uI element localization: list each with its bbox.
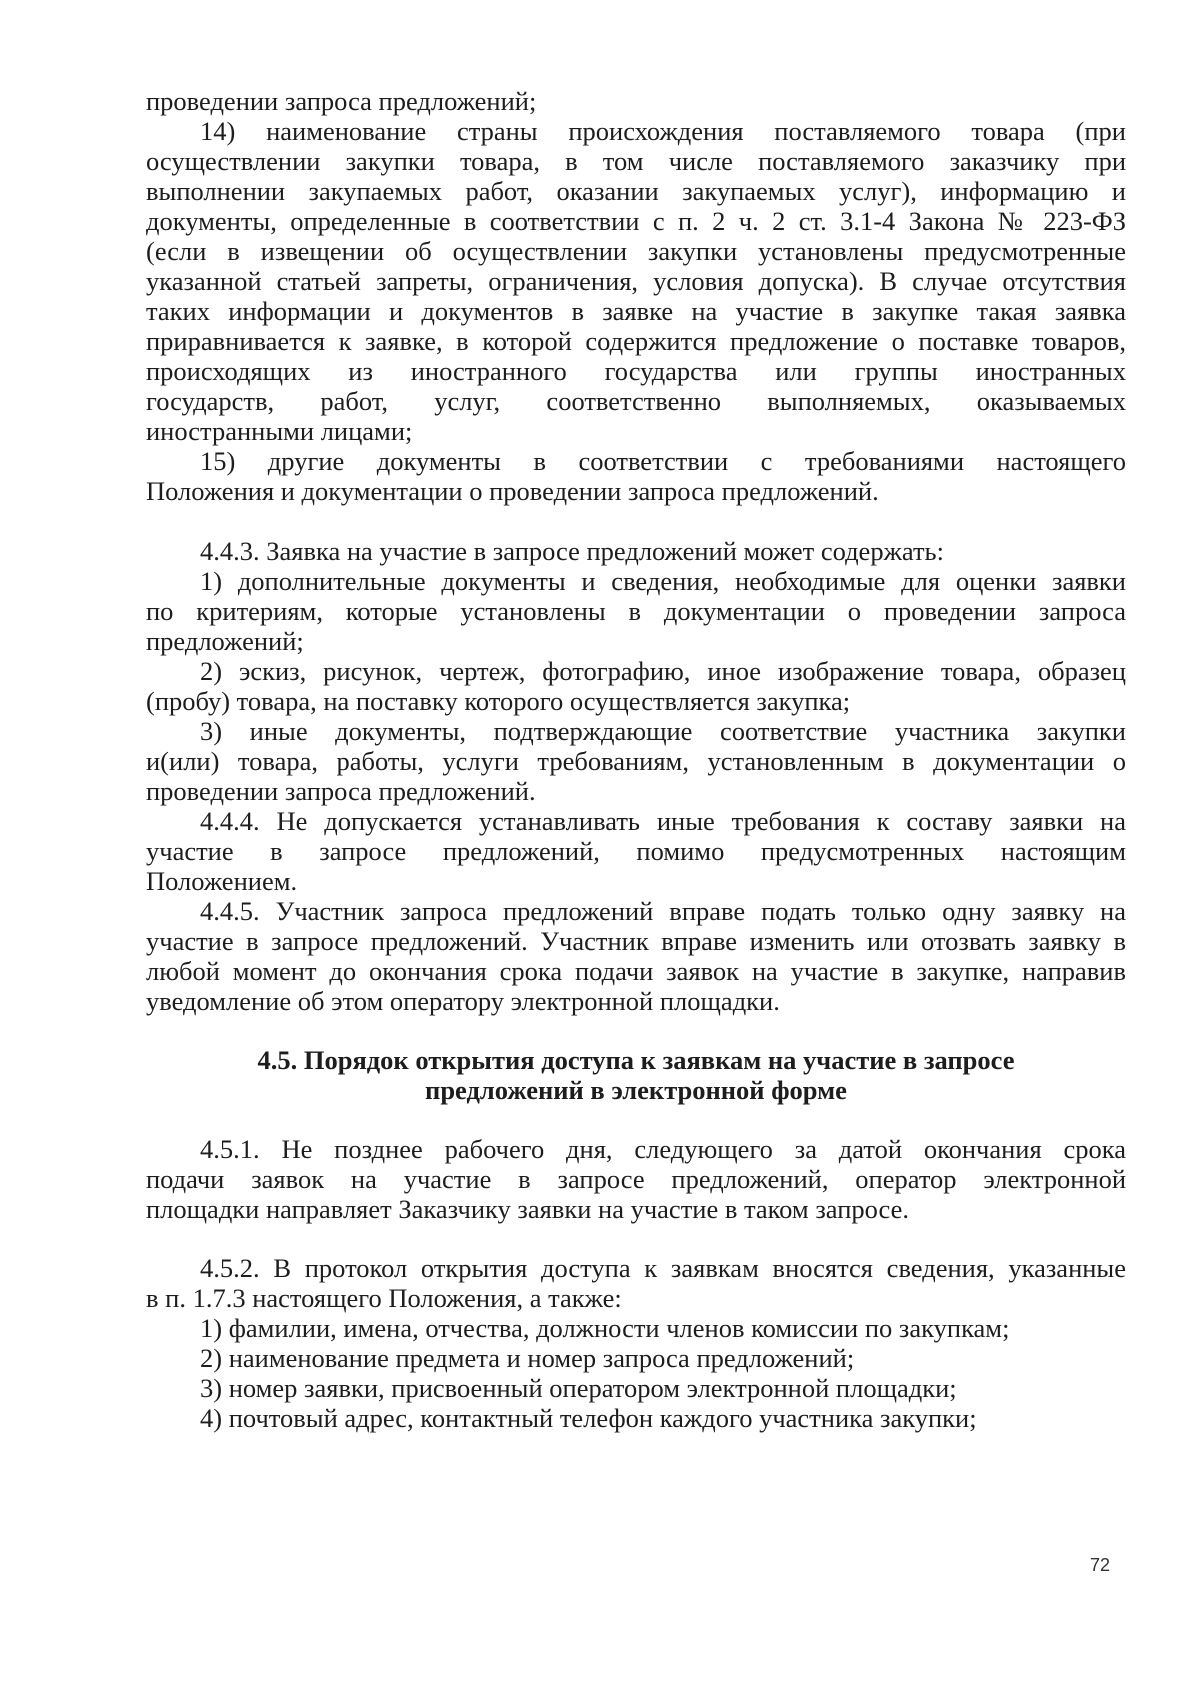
text-line: проведении запроса предложений; (146, 86, 537, 116)
list-item-14: 14) наименование страны происхождения поставляемого товара (при (200, 116, 1126, 146)
text-line: участие в запросе предложений. Участник вправе изменить или отозвать заявку в (146, 926, 1126, 956)
clause-4-5-1: 4.5.1. Не позднее рабочего дня, следующего за датой окончания срока (200, 1134, 1126, 1164)
list-item-4: 4) почтовый адрес, контактный телефон каждого участника закупки; (200, 1403, 977, 1433)
text-line: проведении запроса предложений. (146, 776, 536, 806)
text-line: площадки направляет Заказчику заявки на участие в таком запросе. (146, 1194, 910, 1224)
text-line: уведомление об этом оператору электронной площадки. (146, 986, 780, 1016)
text-line: Положения и документации о проведении запроса предложений. (146, 476, 879, 506)
list-item-2: 2) наименование предмета и номер запроса предложений; (200, 1343, 855, 1373)
text-line: иностранными лицами; (146, 416, 413, 446)
section-heading: предложений в электронной форме (425, 1075, 847, 1105)
text-line: документы, определенные в соответствии с п. 2 ч. 2 ст. 3.1-4 Закона № 223-ФЗ (146, 206, 1126, 236)
text-line: по критериям, которые установлены в документации о проведении запроса (146, 596, 1126, 626)
text-line: указанной статьей запреты, ограничения, условия допуска). В случае отсутствия (146, 266, 1126, 296)
text-line: выполнении закупаемых работ, оказании закупаемых услуг), информацию и (146, 176, 1126, 206)
text-line: осуществлении закупки товара, в том числе поставляемого заказчику при (146, 146, 1126, 176)
text-line: и(или) товара, работы, услуги требованиям, установленным в документации о (146, 746, 1126, 776)
list-item-3: 3) иные документы, подтверждающие соответствие участника закупки (200, 716, 1126, 746)
text-line: приравнивается к заявке, в которой содержится предложение о поставке товаров, (146, 326, 1126, 356)
clause-4-4-4: 4.4.4. Не допускается устанавливать иные требования к составу заявки на (200, 806, 1126, 836)
text-line: Положением. (146, 866, 298, 896)
text-line: таких информации и документов в заявке на участие в закупке такая заявка (146, 296, 1126, 326)
text-line: предложений; (146, 626, 304, 656)
clause-4-5-2: 4.5.2. В протокол открытия доступа к заявкам вносятся сведения, указанные (200, 1253, 1126, 1283)
section-heading: 4.5. Порядок открытия доступа к заявкам на участие в запросе (257, 1045, 1015, 1075)
list-item-1: 1) дополнительные документы и сведения, необходимые для оценки заявки (200, 566, 1126, 596)
list-item-3: 3) номер заявки, присвоенный оператором электронной площадки; (200, 1373, 957, 1403)
text-line: происходящих из иностранного государства или группы иностранных (146, 356, 1126, 386)
clause-4-4-3: 4.4.3. Заявка на участие в запросе предложений может содержать: (200, 536, 944, 566)
clause-4-4-5: 4.4.5. Участник запроса предложений вправе подать только одну заявку на (200, 896, 1126, 926)
page-number: 72 (1090, 1555, 1111, 1575)
text-line: в п. 1.7.3 настоящего Положения, а также: (146, 1283, 622, 1313)
list-item-1: 1) фамилии, имена, отчества, должности членов комиссии по закупкам; (200, 1313, 1010, 1343)
text-line: любой момент до окончания срока подачи заявок на участие в закупке, направив (146, 956, 1126, 986)
text-line: государств, работ, услуг, соответственно выполняемых, оказываемых (146, 386, 1126, 416)
list-item-15: 15) другие документы в соответствии с требованиями настоящего (200, 446, 1126, 476)
text-line: (если в извещении об осуществлении закупки установлены предусмотренные (146, 236, 1126, 266)
list-item-2: 2) эскиз, рисунок, чертеж, фотографию, иное изображение товара, образец (200, 656, 1126, 686)
text-line: (пробу) товара, на поставку которого осуществляется закупка; (146, 686, 851, 716)
text-line: участие в запросе предложений, помимо предусмотренных настоящим (146, 836, 1126, 866)
text-line: подачи заявок на участие в запросе предложений, оператор электронной (146, 1164, 1126, 1194)
